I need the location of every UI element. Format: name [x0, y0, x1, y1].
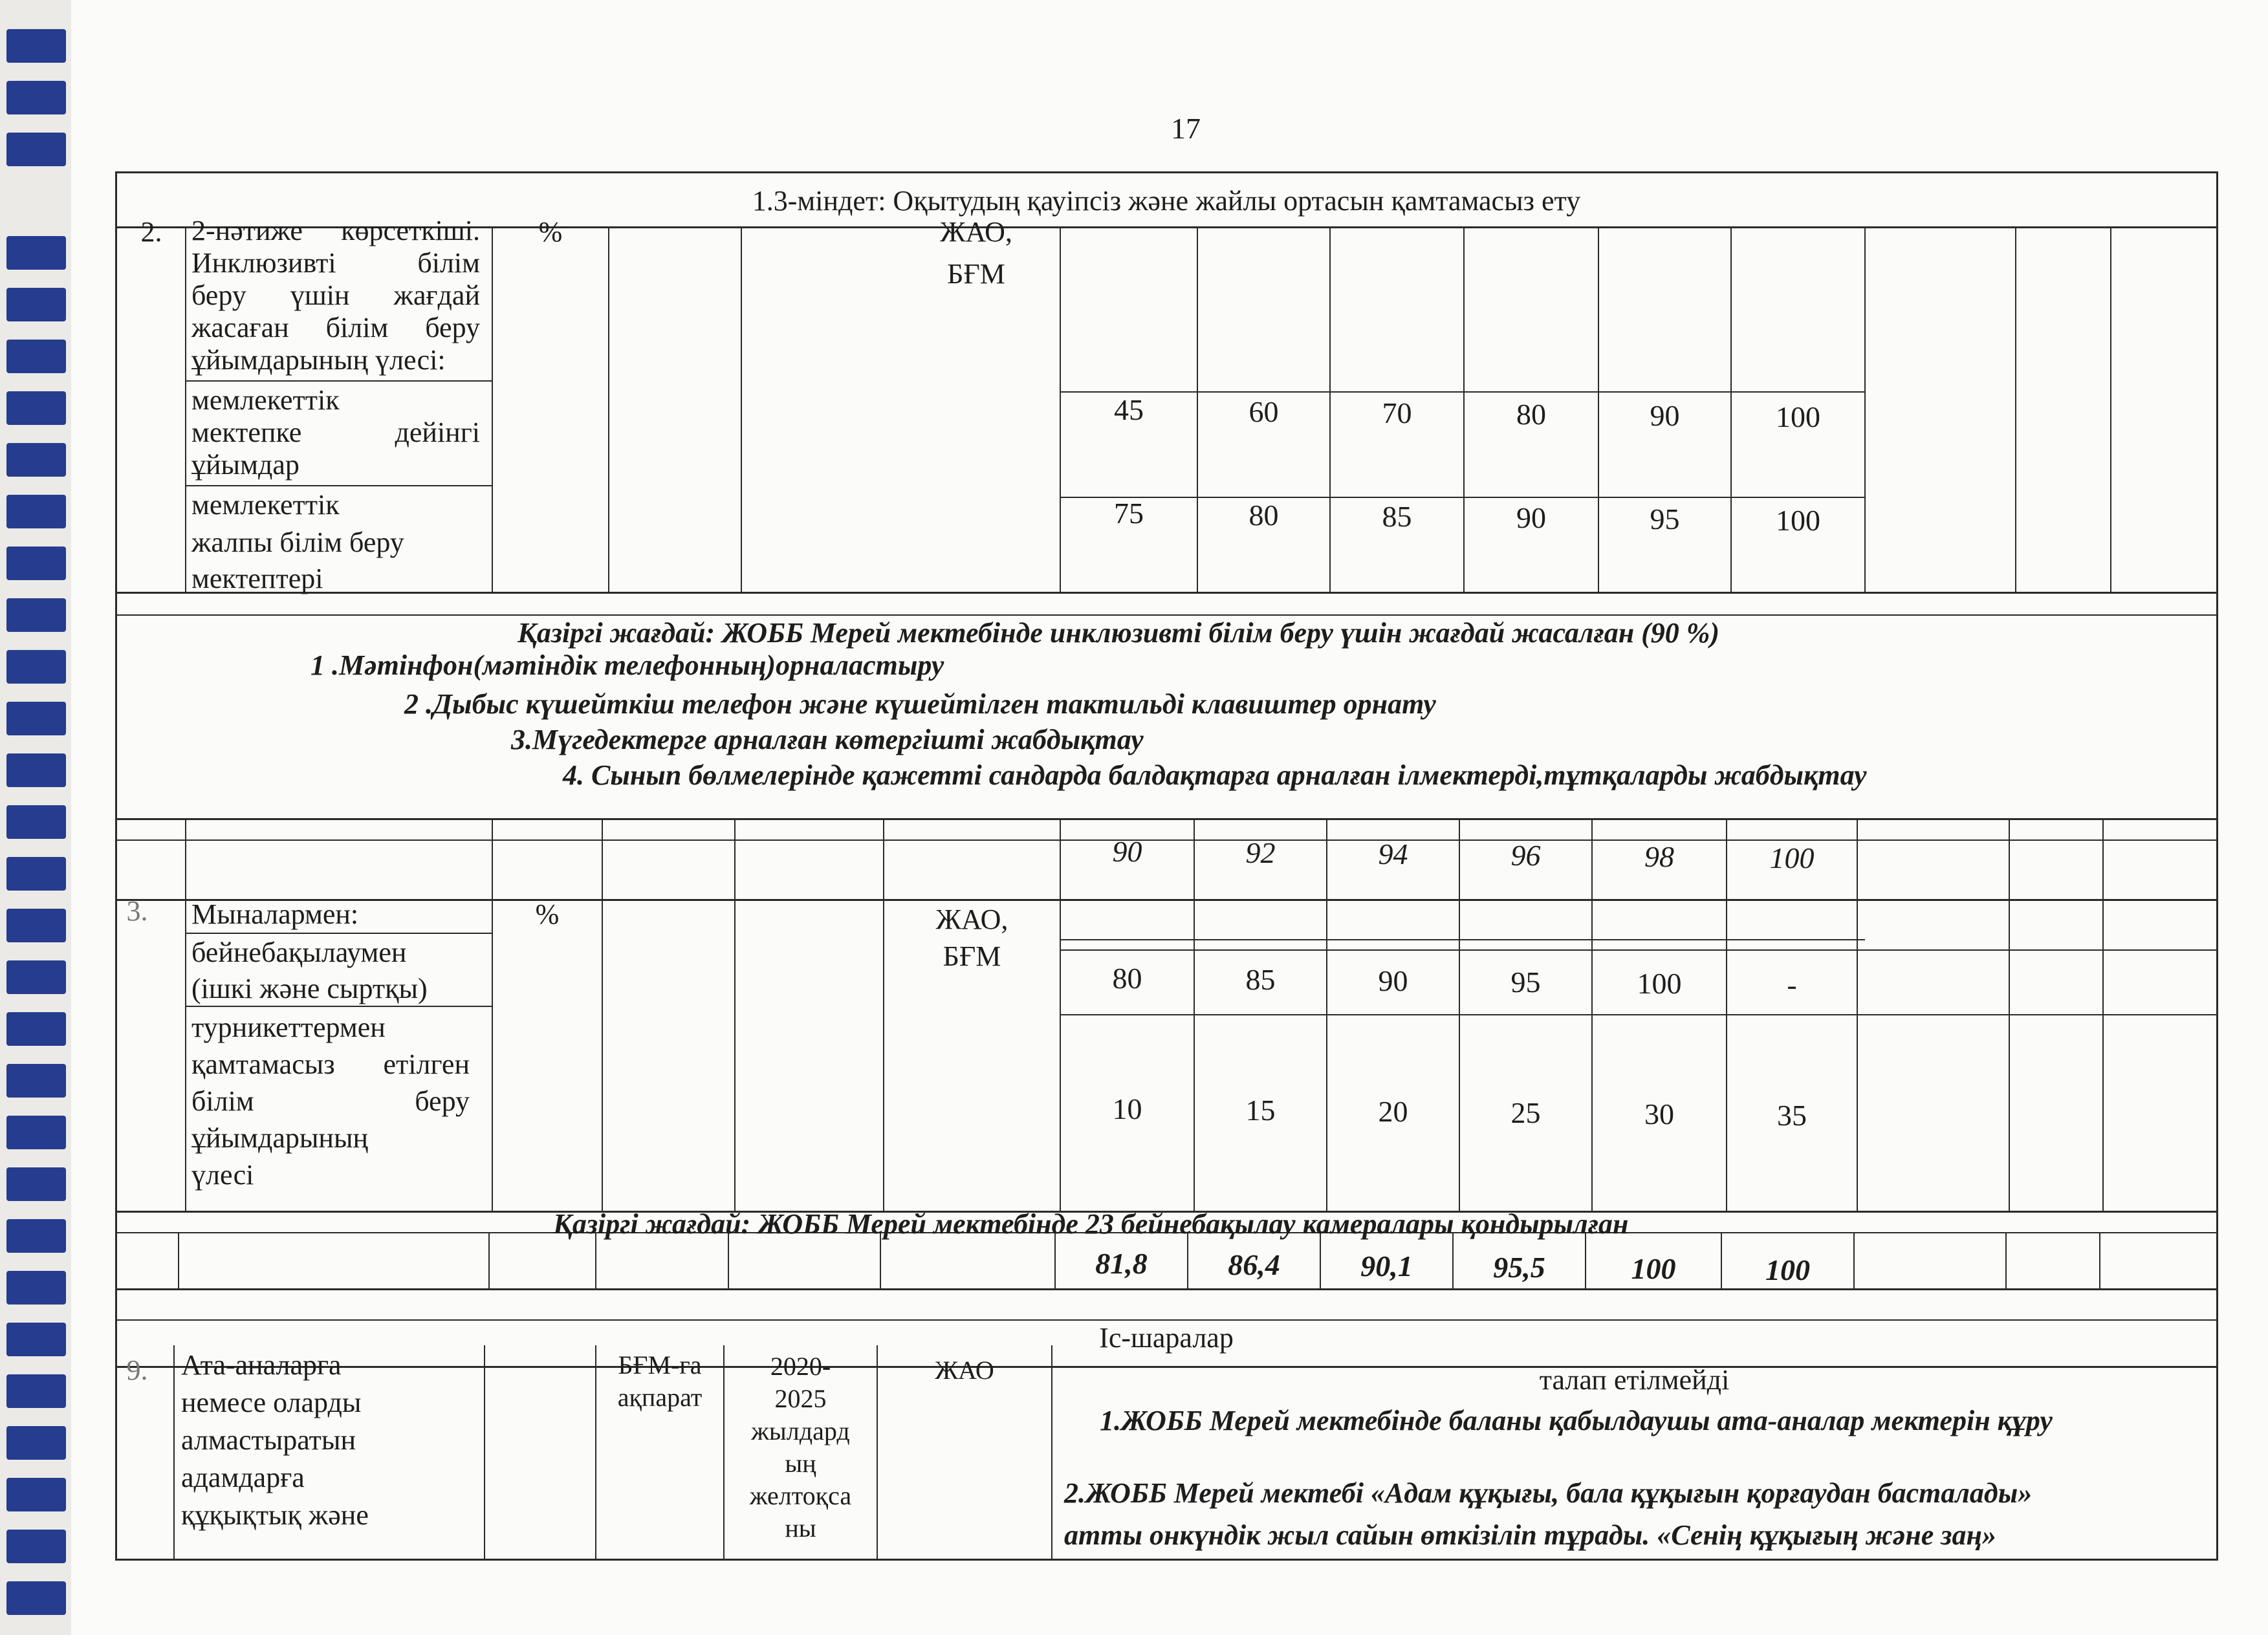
binding-ring [6, 340, 66, 373]
activity-item: 2.ЖОББ Мерей мектебі «Адам құқығы, бала құқығын қорғаудан басталады» [1064, 1477, 2033, 1509]
task-header: 1.3-міндет: Оқытудың қауіпсіз және жайлы ортасын қамтамасыз ету [752, 185, 1581, 217]
binding-ring [6, 1064, 66, 1098]
row-number: 3. [126, 895, 148, 927]
binding-ring [6, 443, 66, 477]
current-status-title: Қазіргі жағдай: ЖОББ Мерей мектебінде инклюзивті білім беру үшін жағдай жасалған (90 %) [518, 617, 1720, 649]
binding-ring [6, 909, 66, 942]
binding-ring [6, 650, 66, 684]
binding-ring [6, 857, 66, 891]
indicator-title: Мыналармен: [191, 898, 359, 930]
binding-ring [6, 805, 66, 839]
binding-ring [6, 598, 66, 632]
binding-spiral [0, 0, 71, 1635]
responsible: ЖАО [935, 1356, 994, 1385]
binding-ring [6, 1219, 66, 1253]
binding-ring [6, 1530, 66, 1563]
binding-ring [6, 288, 66, 321]
current-status-item: 2 .Дыбыс күшейткіш телефон және күшейтілген тактильді клавиштер орнату [404, 688, 1436, 720]
binding-ring [6, 1374, 66, 1408]
binding-ring [6, 133, 66, 166]
binding-ring [6, 1167, 66, 1201]
binding-ring [6, 1116, 66, 1149]
binding-ring [6, 753, 66, 787]
binding-ring [6, 29, 66, 63]
binding-ring [6, 1478, 66, 1511]
binding-ring [6, 1426, 66, 1460]
binding-ring [6, 702, 66, 735]
current-status-item: 3.Мүгедектерге арналған көтергішті жабдықтау [511, 724, 1144, 755]
activities-header: Іс-шаралар [1099, 1322, 1234, 1354]
row-number: 9. [126, 1354, 148, 1386]
financing-note: талап етілмейді [1539, 1364, 1730, 1396]
page-number: 17 [1171, 112, 1201, 145]
activity-item: атты онкүндік жыл сайын өткізіліп тұрады. «Сенің құқығың және заң» [1064, 1519, 1996, 1551]
unit: % [535, 898, 560, 930]
binding-ring [6, 236, 66, 270]
current-status-item: 1 .Мәтінфон(мәтіндік телефонның)орналастыру [311, 649, 944, 681]
row-number: 2. [140, 216, 162, 248]
current-status-title: Қазіргі жағдай: ЖОББ Мерей мектебінде 23 бейнебақылау камералары қондырылған [553, 1208, 1629, 1240]
binding-ring [6, 960, 66, 994]
binding-ring [6, 547, 66, 580]
binding-ring [6, 495, 66, 528]
unit: % [538, 216, 563, 248]
binding-ring [6, 1323, 66, 1356]
binding-ring [6, 391, 66, 425]
activity-item: 1.ЖОББ Мерей мектебінде баланы қабылдаушы ата-аналар мектерін құру [1100, 1405, 2053, 1436]
binding-ring [6, 1581, 66, 1615]
binding-ring [6, 1271, 66, 1305]
current-status-item: 4. Сынып бөлмелерінде қажетті сандарда балдақтарға арналған ілмектерді,тұтқаларды жабдықтау [563, 759, 1867, 791]
binding-ring [6, 1012, 66, 1046]
binding-ring [6, 81, 66, 114]
